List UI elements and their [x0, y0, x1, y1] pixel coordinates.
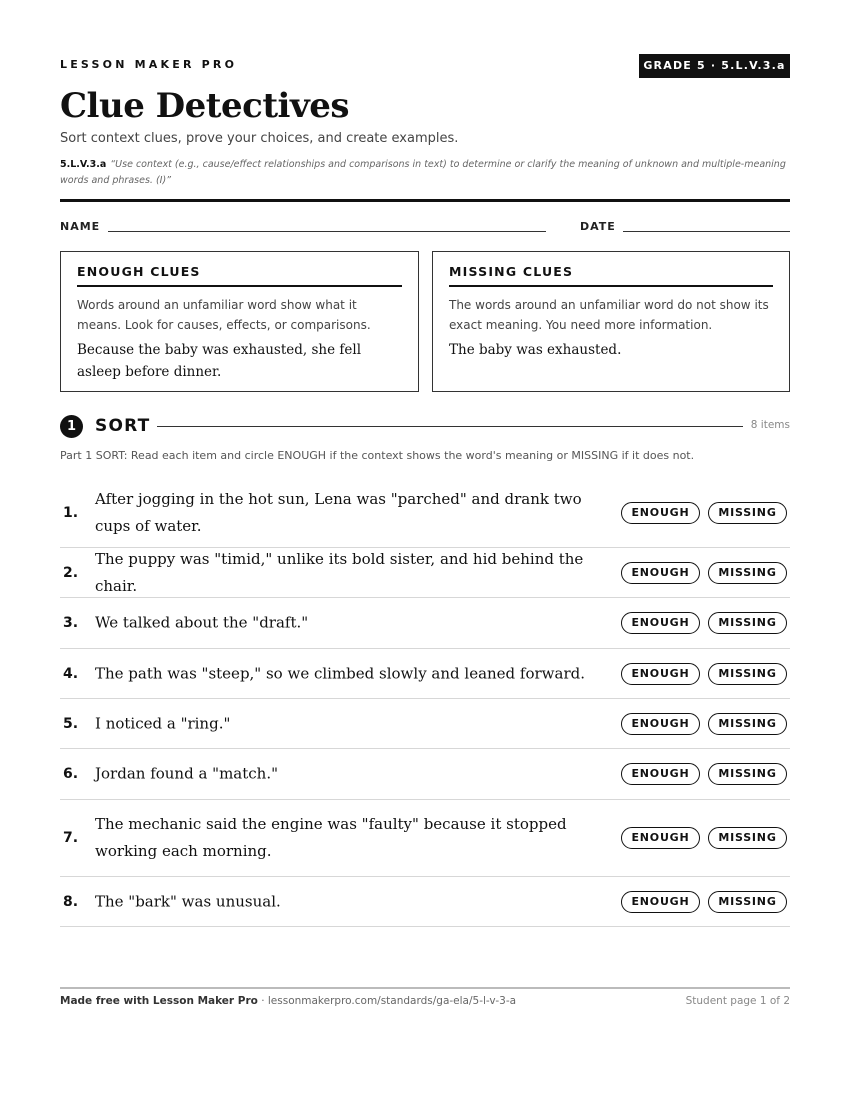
list-item: [60, 699, 790, 749]
item-text: The "bark" was unusual.: [95, 892, 281, 910]
footer-divider: [60, 987, 790, 989]
answer-options: [621, 562, 787, 584]
clue-box-description: The words around an unfamiliar word do not show its exact meaning. You need more information.: [449, 298, 769, 332]
enough-option[interactable]: ENOUGH: [621, 891, 700, 913]
answer-options: [621, 663, 787, 685]
footer-credit: [60, 995, 516, 1007]
item-count: 8 items: [750, 419, 790, 431]
item-text: After jogging in the hot sun, Lena was "parched" and drank two cups of water.: [95, 490, 582, 535]
name-field[interactable]: [108, 231, 546, 232]
worksheet-page: [60, 0, 790, 1100]
list-item: [60, 749, 790, 800]
clue-box-heading: ENOUGH CLUES: [77, 264, 402, 287]
enough-option[interactable]: ENOUGH: [621, 502, 700, 524]
item-number: 5.: [63, 715, 79, 732]
sort-item-list: [60, 479, 790, 927]
item-number: 3.: [63, 615, 79, 631]
name-label: NAME: [60, 220, 101, 233]
missing-option[interactable]: MISSING: [708, 502, 787, 524]
item-text: The path was "steep," so we climbed slowly and leaned forward.: [95, 664, 586, 682]
missing-option[interactable]: MISSING: [708, 763, 787, 785]
item-number: 2.: [63, 564, 79, 581]
missing-option[interactable]: MISSING: [708, 891, 787, 913]
footer-page-number: Student page 1 of 2: [685, 995, 790, 1007]
answer-options: [621, 612, 787, 634]
answer-options: [621, 827, 787, 849]
enough-option[interactable]: ENOUGH: [621, 612, 700, 634]
item-number: 4.: [63, 665, 79, 682]
clue-box-example: The baby was exhausted.: [449, 342, 622, 358]
clue-box-heading: MISSING CLUES: [449, 264, 773, 287]
list-item: [60, 649, 790, 699]
date-field[interactable]: [623, 231, 790, 232]
missing-option[interactable]: MISSING: [708, 562, 787, 584]
answer-options: [621, 502, 787, 524]
missing-option[interactable]: MISSING: [708, 827, 787, 849]
footer-separator: ·: [257, 995, 268, 1007]
list-item: [60, 598, 790, 649]
enough-option[interactable]: ENOUGH: [621, 663, 700, 685]
list-item: [60, 877, 790, 927]
enough-option[interactable]: ENOUGH: [621, 713, 700, 735]
item-number: 7.: [63, 830, 79, 846]
item-text: The puppy was "timid," unlike its bold sister, and hid behind the chair.: [95, 549, 584, 595]
page-title: Clue Detectives: [60, 86, 349, 126]
brand-name: LESSON MAKER PRO: [60, 58, 238, 71]
item-text: I noticed a "ring.": [95, 714, 231, 732]
answer-options: [621, 763, 787, 785]
clue-box-example: Because the baby was exhausted, she fell asleep before dinner.: [77, 342, 362, 380]
item-number: 8.: [63, 893, 79, 910]
enough-option[interactable]: ENOUGH: [621, 562, 700, 584]
date-label: DATE: [580, 220, 616, 233]
answer-options: [621, 713, 787, 735]
answer-options: [621, 891, 787, 913]
standard-text: [60, 157, 790, 189]
standard-quote: “Use context (e.g., cause/effect relationships and comparisons in text) to determine or clarify the meaning of unknown and multiple-meaning words and phrases. (I)”: [60, 159, 786, 186]
standard-code: 5.L.V.3.a: [60, 159, 107, 170]
page-subtitle: Sort context clues, prove your choices, and create examples.: [60, 131, 459, 146]
footer-url[interactable]: lessonmakerpro.com/standards/ga-ela/5-l-v-3-a: [267, 995, 517, 1007]
missing-option[interactable]: MISSING: [708, 713, 787, 735]
grade-badge: GRADE 5 · 5.L.V.3.a: [639, 54, 790, 78]
item-number: 1.: [63, 505, 79, 521]
item-text: Jordan found a "match.": [95, 764, 278, 783]
enough-option[interactable]: ENOUGH: [621, 763, 700, 785]
section-number-badge: 1: [60, 415, 83, 438]
section-title: SORT: [95, 416, 151, 436]
name-date-row: [60, 220, 790, 234]
item-text: We talked about the "draft.": [95, 613, 309, 632]
missing-option[interactable]: MISSING: [708, 663, 787, 685]
enough-option[interactable]: ENOUGH: [621, 827, 700, 849]
list-item: [60, 479, 790, 548]
list-item: [60, 548, 790, 598]
clue-box-description: Words around an unfamiliar word show what it means. Look for causes, effects, or comparisons.: [77, 298, 371, 332]
sort-instructions: Part 1 SORT: Read each item and circle ENOUGH if the context shows the word's meaning or MISSING if it does not.: [60, 449, 695, 462]
item-text: The mechanic said the engine was "faulty" because it stopped working each morning.: [95, 815, 567, 860]
footer-made-with: Made free with Lesson Maker Pro: [60, 995, 258, 1007]
header-divider: [60, 199, 790, 202]
list-item: [60, 800, 790, 877]
enough-clues-box: [60, 251, 419, 392]
missing-option[interactable]: MISSING: [708, 612, 787, 634]
item-number: 6.: [63, 766, 79, 782]
section-divider: [157, 426, 743, 427]
section-header: [60, 414, 790, 438]
missing-clues-box: [432, 251, 790, 392]
